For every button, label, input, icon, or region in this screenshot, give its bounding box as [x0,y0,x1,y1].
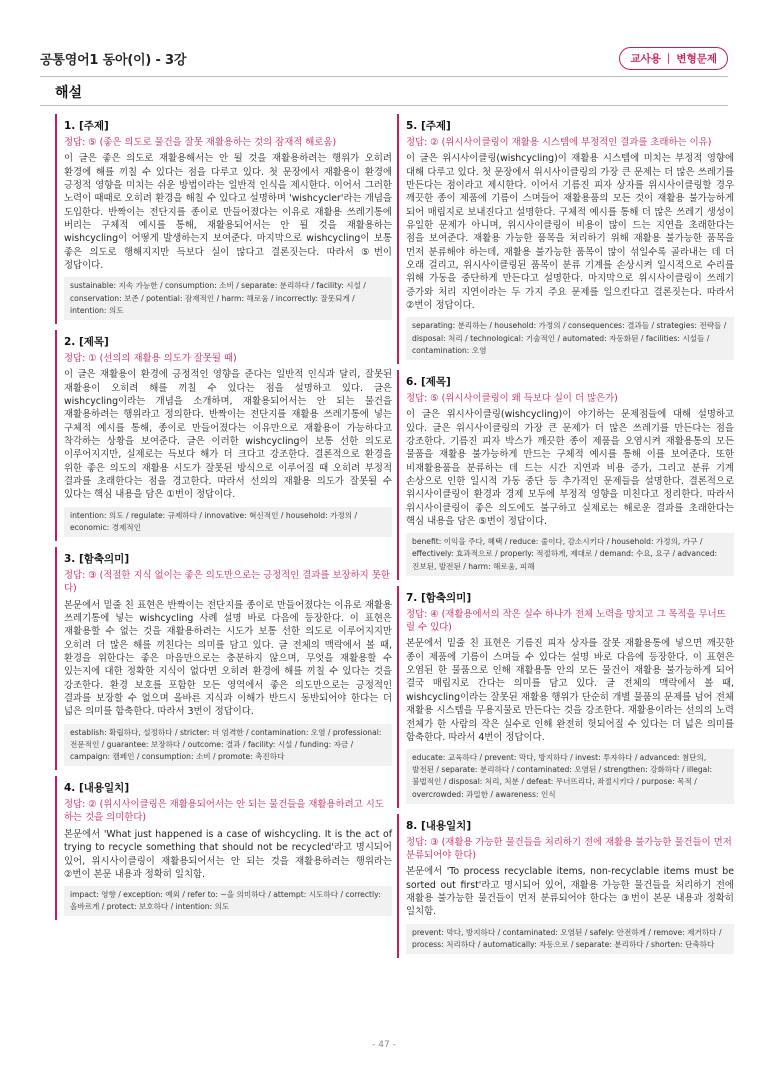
question-block-7 [397,586,734,808]
question-title: 1. [주제] [64,120,109,132]
answer-line: 정답: ③ (재활용 가능한 물건들을 처리하기 전에 재활용 불가능한 물건들이 먼저 분류되어야 한다) [406,836,732,862]
vocabulary-box: benefit: 이익을 주다, 혜택 / reduce: 줄이다, 감소시키다 / household: 가정의, 가구 / effectively: 효과적으로 / properly: 적절하게, 제대로 / demand: 수요, 요구 / advanced: 진보된, 발전된 / harm: 해로움, 피해 [406,533,734,575]
right-column [397,114,734,964]
vocabulary-box: intention: 의도 / regulate: 규제하다 / innovative: 혁신적인 / household: 가정의 / economic: 경제적인 [64,507,392,537]
question-title: 7. [함축의미] [406,591,472,604]
question-title: 4. [내용일치] [64,782,130,795]
question-title: 3. [함축의미] [64,552,130,565]
left-column [55,114,392,926]
explanation-text: 본문에서 밑줄 친 표현은 반짝이는 전단지를 종이로 만들어졌다는 이유로 재활용 쓰레기통에 넣는 wishcycling 사례 설명 바로 다음에 등장한다. 이 표현은 재활용할 수 없는 것을 재활용하려는 시도가 보통 선한 의도로 이루어지지만 오히려 더 많은 해를 끼친다는 의미를 담고 있다. 글 전체의 맥락에서 볼 때, 환경을 위한다는 좋은 마음만으로는 충분하지 않으며, 무엇을 재활용할 수 있는지에 대한 정확한 지식이 없다면 오히려 환경에 해를 끼칠 수 있다는 것을 강조한다. 환경 보호를 포함한 모든 영역에서 좋은 의도만으로는 긍정적인 결과를 보장할 수 없으며 올바른 지식과 이해가 반드시 동반되어야 한다는 더 넓은 의미를 함축한다. 따라서 3번이 정답이다. [64,599,392,718]
explanation-text: 본문에서 'To process recyclable items, non-recyclable items must be sorted out first'라고 명시되어 있어, 재활용 가능한 물건들을 처리하기 전에 재활용 불가능한 물건들이 먼저 분류되어야 한다는 ③번이 본문 내용과 정확히 일치함. [406,866,734,918]
question-block-6 [397,370,734,580]
header-divider [40,76,728,77]
question-title: 2. [제목] [64,335,109,348]
explanation-text: 이 글은 위시사이클링(wishcycling)이 야기하는 문제점들에 대해 설명하고 있다. 글은 위시사이클링의 가장 큰 문제가 더 많은 쓰레기를 만든다는 점을 강조한다. 기름진 피자 박스가 깨끗한 종이 제품을 오염시켜 재활용통의 모든 물품을 재활용 불가능하게 만드는 구체적 예시를 통해 이를 보여준다. 또한 비재활용품을 분류하는 데 드는 시간 지연과 비용 증가, 그리고 분류 기계 손상으로 인한 일시적 가동 중단 등 추가적인 문제들을 설명한다. 결론적으로 위시사이클링이 환경과 경제 모두에 부정적 영향을 미친다고 정리한다. 따라서 위시사이클링이 좋은 의도에도 불구하고 실제로는 해로운 결과를 초래한다는 핵심 내용을 담은 ⑤번이 정답이다. [406,409,734,527]
answer-line: 정답: ② (위시사이클링은 재활용되어서는 안 되는 물건들을 재활용하려고 시도하는 것을 의미한다) [64,799,384,824]
section-divider [40,105,728,106]
question-block-8 [397,814,734,958]
explanation-text: 이 글은 위시사이클링(wishcycling)이 재활용 시스템에 미치는 부정적 영향에 대해 다루고 있다. 첫 문장에서 위시사이클링의 가장 큰 문제는 더 많은 쓰레기를 만든다는 점이라고 제시한다. 이어서 기름진 피자 상자를 위시사이클링할 경우 깨끗한 종이 제품에 기름이 스며들어 재활용품의 모든 것이 재활용 불가능하게 되어 매립지로 보내진다고 설명한다. 구체적 예시를 통해 더 많은 쓰레기 생성이 유일한 문제가 아니며, 위시사이클링이 비용이 많이 드는 지연을 초래한다는 점을 보여준다. 재활용 가능한 품목을 처리하기 위해 재활용 불가능한 품목을 먼저 분류해야 하는데, 재활용 불가능한 품목이 많이 섞일수록 골라내는 데 더 오래 걸리고, 위시사이클링된 품목이 분류 기계를 손상시켜 일시적으로 수리를 위해 가동을 중단하게 만든다고 설명한다. 마지막으로 위시사이클링이 쓰레기 증가와 처리 지연이라는 두 가지 주요 문제를 일으킨다고 결론짓는다. 따라서 ②번이 정답이다. [406,153,734,312]
explanation-text: 본문에서 'What just happened is a case of wishcycling. It is the act of trying to recycle something that should not be recycled'라고 명시되어 있어, 위시사이클링이 재활용되어서는 안 되는 것을 재활용하려는 행위라는 ②번이 본문 내용과 정확히 일치함. [64,828,392,880]
answer-line: 정답: ② (위시사이클링이 재활용 시스템에 부정적인 결과를 초래하는 이유) [406,137,712,148]
question-title: 5. [주제] [406,120,451,132]
question-block-5 [397,114,734,364]
question-block-2 [55,330,392,541]
badge-separator: | [666,52,671,64]
question-title: 6. [제목] [406,375,451,388]
answer-line: 정답: ③ (적절한 지식 없이는 좋은 의도만으로는 긍정적인 결과를 보장하지 못한다) [64,569,390,595]
explanation-text: 본문에서 밑줄 친 표현은 기름진 피자 상자를 잘못 재활용통에 넣으면 깨끗한 종이 제품에 기름이 스며들 수 있다는 설명 바로 다음에 등장한다. 이 표현은 오염된 한 물품으로 인해 재활용통 안의 모든 물건이 재활용 불가능하게 되어 결국 매립지로 간다는 의미를 담고 있다. 글 전체의 맥락에서 볼 때, wishcycling이라는 잘못된 재활용 행위가 단순히 개별 물품의 문제를 넘어 전체 재활용 시스템을 무용지물로 만든다는 것을 강조한다. 재활용이라는 선의의 노력 전체가 한 사람의 작은 실수로 인해 완전히 헛되어질 수 있다는 더 넓은 의미를 함축한다. 따라서 4번이 정답이다. [406,638,734,743]
vocabulary-box: educate: 교육하다 / prevent: 막다, 방지하다 / invest: 투자하다 / advanced: 첨단의, 발전된 / separate: 분리하다 / contaminated: 오염된 / strengthen: 강화하다 / illegal: 불법적인 / disposal: 처리, 처분 / defeat: 무너뜨리다, 좌절시키다 / purpose: 목적 / overcrowded: 과밀한 / awareness: 인식 [406,749,734,804]
vocabulary-box: impact: 영향 / exception: 예외 / refer to: ~을 의미하다 / attempt: 시도하다 / correctly: 올바르게 / protect: 보호하다 / intention: 의도 [64,886,392,916]
answer-line: 정답: ④ (재활용에서의 작은 실수 하나가 전체 노력을 망치고 그 목적을 무너뜨릴 수 있다) [406,608,726,634]
question-title: 8. [내용일치] [406,819,472,832]
question-block-1 [55,114,392,324]
page-number: - 47 - [372,1040,396,1050]
question-block-3 [55,547,392,770]
vocabulary-box: prevent: 막다, 방지하다 / contaminated: 오염된 / safely: 안전하게 / remove: 제거하다 / process: 처리하다 / automatically: 자동으로 / separate: 분리하다 / shorten: 단축하다 [406,924,734,954]
answer-line: 정답: ⑤ (위시사이클링이 왜 득보다 실이 더 많은가) [406,392,618,404]
vocabulary-box: sustainable: 지속 가능한 / consumption: 소비 / separate: 분리하다 / facility: 시설 / conservation: 보존 / potential: 잠재적인 / harm: 해로움 / incorrectly: 잘못되게 / intention: 의도 [64,277,392,319]
question-block-4 [55,776,392,920]
edition-badge [619,47,728,70]
explanation-text: 이 글은 좋은 의도로 재활용해서는 안 될 것을 재활용하려는 행위가 오히려 환경에 해를 끼칠 수 있다는 점을 다루고 있다. 첫 문장에서 재활용이 환경에 긍정적 영향을 미치는 쉬운 방법이라는 일반적 인식을 제시한다. 이어서 그러한 노력이 때때로 오히려 환경을 해칠 수 있다고 설명하며 'wishcycler'라는 개념을 도입한다. 반짝이는 전단지를 종이로 만들어졌다는 이유로 재활용 쓰레기통에 버리는 구체적 예시를 통해, 재활용되어서는 안 될 것을 재활용하는 wishcycling이 어떻게 발생하는지 보여준다. 마지막으로 wishcycling이 보통 좋은 의도로 행해지지만 득보다 실이 많다고 결론짓는다. 따라서 ⑤번이 정답이다. [64,153,392,272]
badge-variant-label: 변형문제 [676,52,717,65]
explanation-text: 이 글은 재활용이 환경에 긍정적인 영향을 준다는 일반적 인식과 달리, 잘못된 재활용이 오히려 해를 끼칠 수 있다는 점을 설명하고 있다. 글은 wishcycling이라는 개념을 소개하며, 재활용되어서는 안 되는 물건을 재활용하려는 행위라고 정의한다. 반짝이는 전단지를 재활용 쓰레기통에 넣는 구체적 예시를 통해, 종이로 만들어졌다는 이유만으로 재활용이 가능하다고 착각하는 상황을 보여준다. 글은 이러한 wishcycling이 보통 선한 의도로 이루어지지만, 실제로는 득보다 해가 더 크다고 강조한다. 결론적으로 환경을 위한 좋은 의도의 재활용 시도가 잘못된 방식으로 이루어질 때 오히려 부정적 결과를 초래한다는 점을 경고한다. 따라서 선의의 재활용 의도가 잘못될 수 있다는 핵심 내용을 담은 ①번이 정답이다. [64,369,392,501]
answer-line: 정답: ① (선의의 재활용 의도가 잘못될 때) [64,352,237,364]
page-header [40,44,728,72]
vocabulary-box: establish: 확립하다, 설정하다 / stricter: 더 엄격한 / contamination: 오염 / professional: 전문적인 / guarantee: 보장하다 / outcome: 결과 / facility: 시설 / funding: 자금 / campaign: 캠페인 / consumption: 소비 / promote: 촉진하다 [64,724,392,766]
section-title: 해설 [55,85,83,101]
vocabulary-box: separating: 분리하는 / household: 가정의 / consequences: 결과들 / strategies: 전략들 / disposal: 처리 / technological: 기술적인 / automated: 자동화된 / facilities: 시설들 / contamination: 오염 [406,317,734,359]
document-title: 공통영어1 동아(이) - 3강 [40,52,187,68]
badge-teacher-label: 교사용 [630,52,661,65]
answer-line: 정답: ⑤ (좋은 의도로 물건을 잘못 재활용하는 것의 잠재적 해로움) [64,137,337,148]
